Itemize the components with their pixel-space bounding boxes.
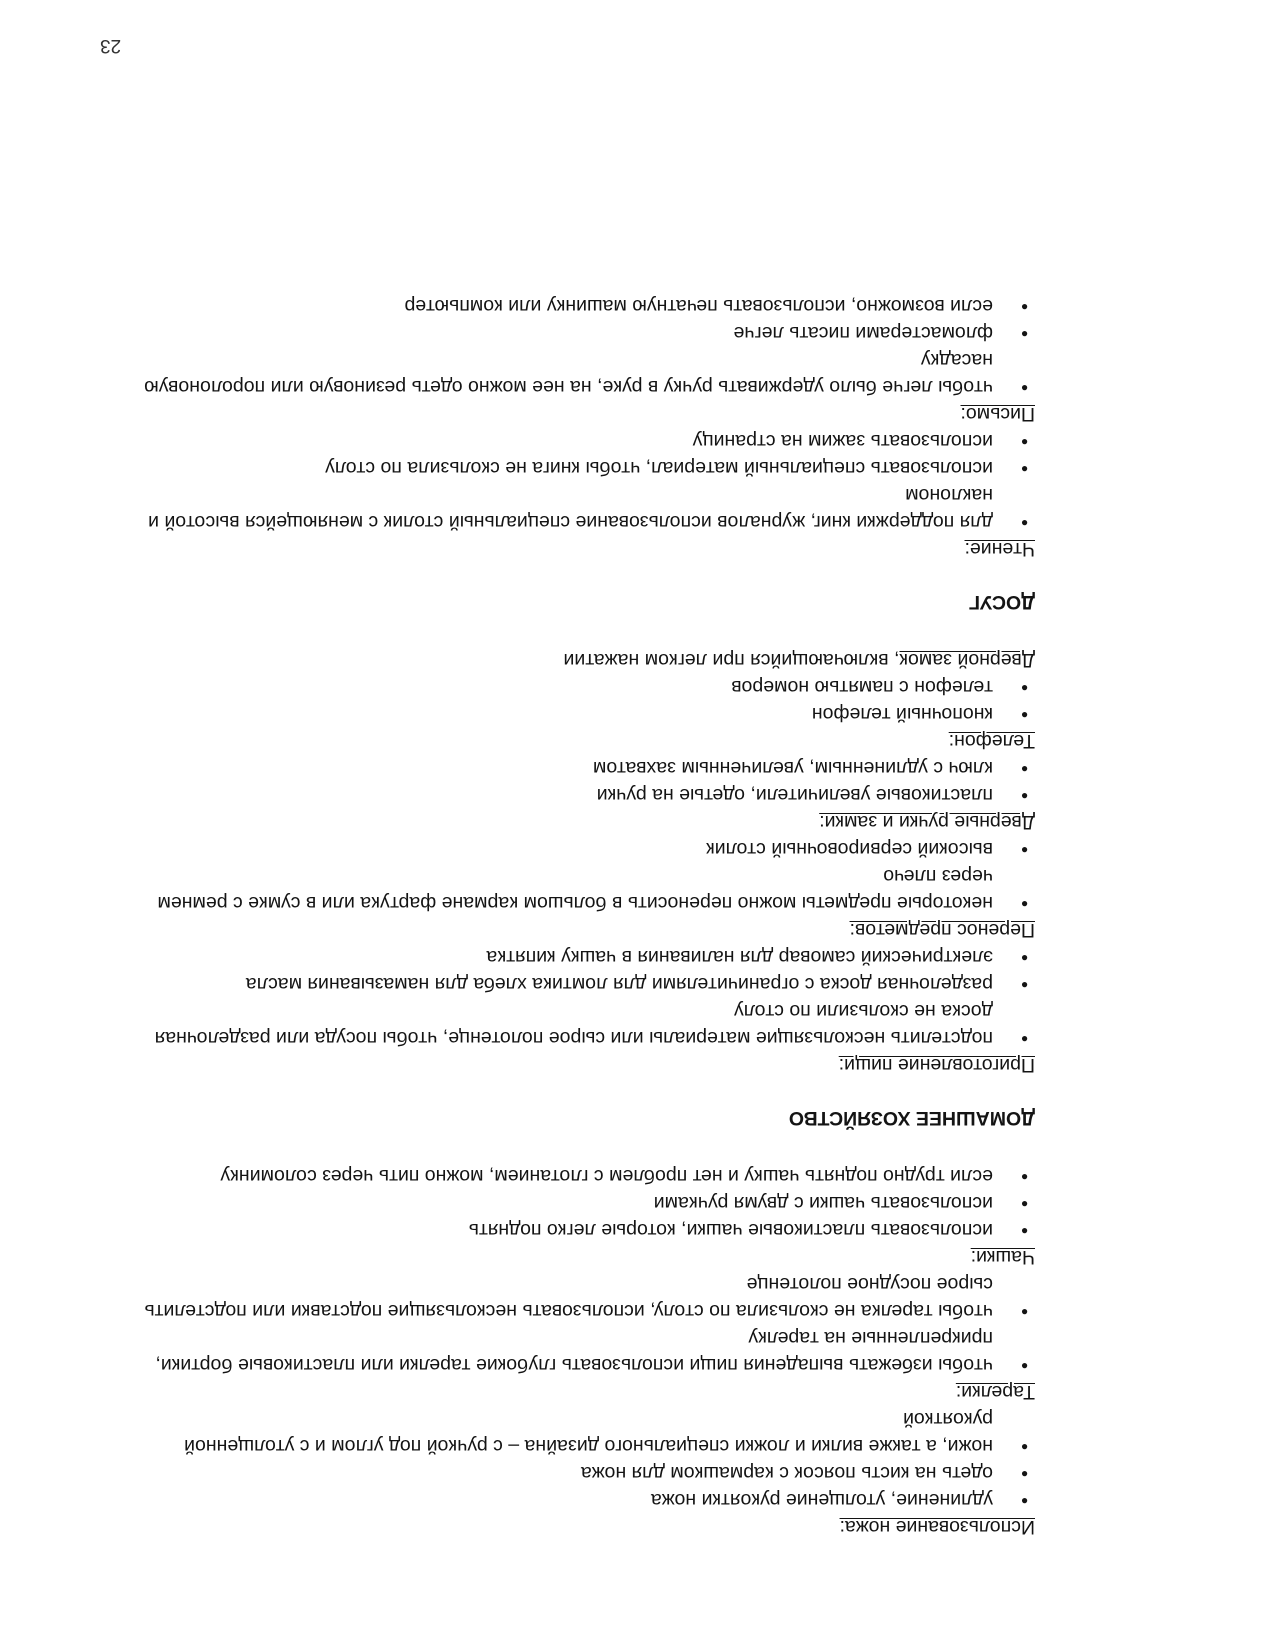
list-item: • высокий сервировочный столик [135, 835, 1035, 862]
door-lock-label: Дверной замок [899, 649, 1035, 671]
subheading-cups: Чашки: [970, 1246, 1035, 1268]
subheading-reading: Чтение: [964, 538, 1035, 560]
heading-household: ДОМАШНЕЕ ХОЗЯЙСТВО [788, 1107, 1035, 1129]
list-item: • чтобы легче было удерживать ручку в руке, на нее можно одеть резиновую или поролоновую насадку [135, 346, 1035, 400]
list-item: • чтобы избежать выпадения пищи использовать глубокие тарелки или пластиковые бортики, прикрепленные на тарелку [135, 1324, 1035, 1378]
list-doors [135, 754, 1035, 808]
list-item: • использовать зажим на страницу [135, 427, 1035, 454]
list-cooking [135, 943, 1035, 1051]
list-reading [135, 427, 1035, 535]
subheading-knife: Использование ножа: [839, 1516, 1035, 1538]
subheading-doors: Дверные ручки и замки: [819, 811, 1035, 833]
list-item: • электрический самовар для наливания в чашку кипятка [135, 943, 1035, 970]
door-lock-line [135, 646, 1035, 673]
list-item: • ключ с удлиненным, увеличенным захватом [135, 754, 1035, 781]
list-item: • фломастерами писать легче [135, 319, 1035, 346]
subheading-phone: Телефон: [948, 730, 1035, 752]
list-cups [135, 1162, 1035, 1243]
page-content [135, 292, 1035, 1540]
list-item: • подстелить нескользящие материалы или сырое полотенце, чтобы посуда или разделочная доска не скользили по столу [135, 997, 1035, 1051]
spacer [135, 615, 1035, 646]
door-lock-text: , включающийся при легком нажатии [563, 649, 900, 671]
subheading-plates: Тарелки: [955, 1381, 1035, 1403]
list-carrying [135, 835, 1035, 916]
list-item: • использовать чашки с двумя ручками [135, 1189, 1035, 1216]
subheading-writing: Письмо: [960, 403, 1035, 425]
list-item: • некоторые предметы можно переносить в большом кармане фартука или в сумке с ремнем через плечо [135, 862, 1035, 916]
list-item: • использовать пластиковые чашки, которые легко поднять [135, 1216, 1035, 1243]
list-item: • если возможно, использовать печатную машинку или компьютер [135, 292, 1035, 319]
subheading-carrying: Перенос предметов: [849, 919, 1035, 941]
list-item: • если трудно поднять чашку и нет проблем с глотанием, можно пить через соломинку [135, 1162, 1035, 1189]
list-writing [135, 292, 1035, 400]
heading-leisure: ДОСУГ [968, 591, 1035, 613]
spacer [135, 1131, 1035, 1162]
list-knife [135, 1405, 1035, 1513]
list-item: • для поддержки книг, журналов использование специальный столик с меняющейся высотой и наклоном [135, 481, 1035, 535]
list-item: • одеть на кисть поясок с кармашком для ножа [135, 1459, 1035, 1486]
spacer [135, 562, 1035, 588]
list-item: • использовать специальный материал, чтобы книга не скользила по столу [135, 454, 1035, 481]
list-item: • удлинение, утолщение рукоятки ножа [135, 1486, 1035, 1513]
subheading-cooking: Приготовление пищи: [838, 1054, 1035, 1076]
list-item: • кнопочный телефон [135, 700, 1035, 727]
list-item: • ножи, а также вилки и ложки специального дизайна – с ручкой под углом и с утолщенной рукояткой [135, 1405, 1035, 1459]
spacer [135, 1078, 1035, 1104]
list-item: • разделочная доска с ограничителями для ломтика хлеба для намазывания масла [135, 970, 1035, 997]
list-plates [135, 1270, 1035, 1378]
list-item: • чтобы тарелка не скользила по столу, использовать нескользящие подставки или подстелить сырое посудное полотенце [135, 1270, 1035, 1324]
page-number: 23 [100, 35, 122, 56]
list-item: • телефон с памятью номеров [135, 673, 1035, 700]
list-item: • пластиковые увеличители, одетые на ручки [135, 781, 1035, 808]
list-phone [135, 673, 1035, 727]
